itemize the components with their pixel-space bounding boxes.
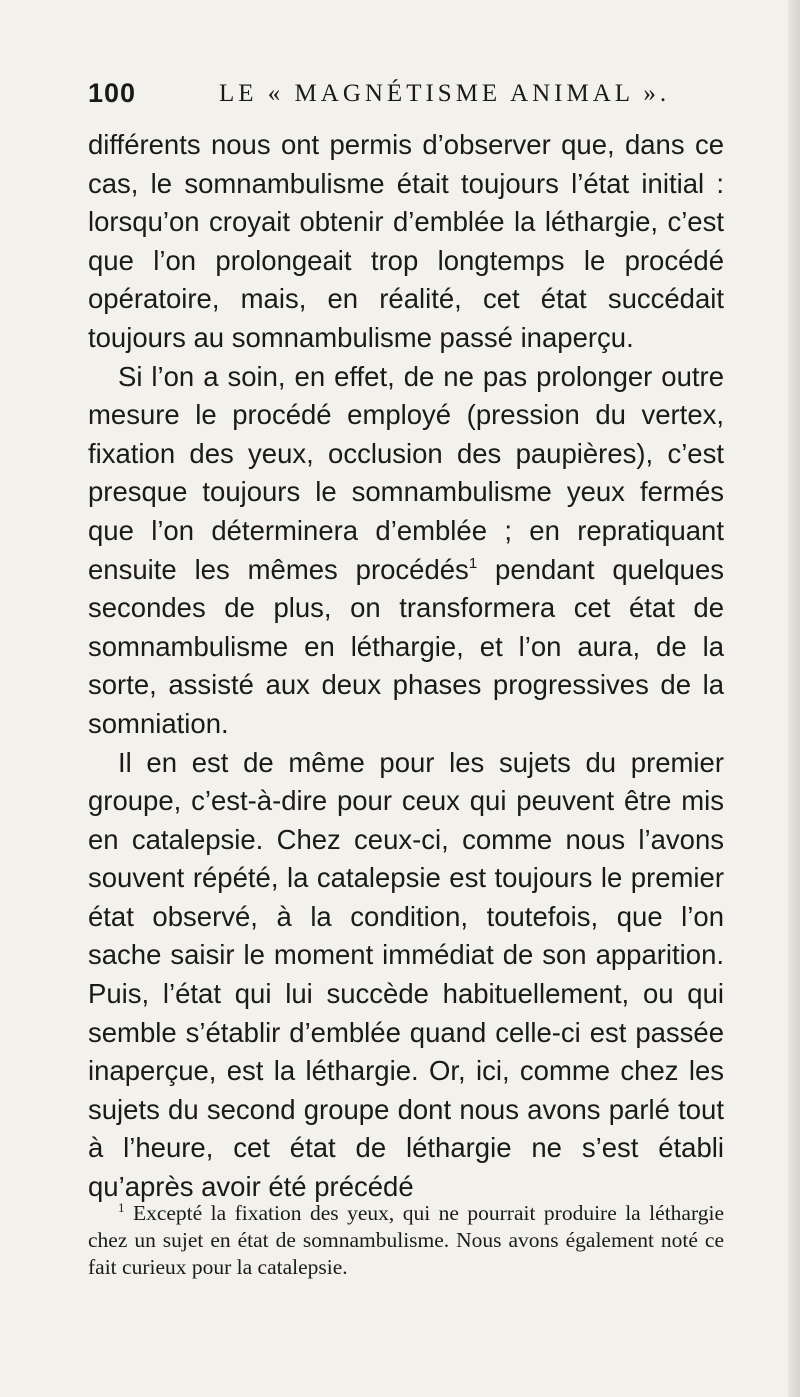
footnote-marker: 1 — [118, 1200, 125, 1215]
paragraph-1: différents nous ont permis d’observer que, dans ce cas, le somnambulisme était toujours l’état initial : lorsqu’on croyait obtenir d’emblée la léthargie, c’est que l’on prolongeait trop longtemps le procédé opératoire, mais, en réalité, cet état succédait toujours au somnambulisme passé inaperçu. — [88, 129, 724, 353]
paragraph-2 — [88, 358, 724, 744]
paragraph-3: Il en est de même pour les sujets du premier groupe, c’est-à-dire pour ceux qui peuvent être mis en catalepsie. Chez ceux-ci, comme nous l’avons souvent répété, la catalepsie est toujours le premier état observé, à la condition, toutefois, que l’on sache saisir le moment immédiat de son apparition. Puis, l’état qui lui succède habituellement, ou qui semble s’établir d’emblée quand celle-ci est passée inaperçue, est la léthargie. Or, ici, comme chez les sujets du second groupe dont nous avons parlé tout à l’heure, cet état de léthargie ne s’est établi qu’après avoir été précédé — [88, 746, 724, 1203]
page-edge — [788, 0, 800, 1397]
body-text — [88, 126, 724, 1207]
footnote-reference: 1 — [468, 554, 478, 572]
page-header — [88, 78, 728, 118]
paragraph-2-continuation: pendant quelques secondes de plus, on transformera cet état de somnambulisme en léthargie, et l’on aura, de la sorte, assisté aux deux phases progressives de la somniation. — [88, 553, 724, 739]
page-number: 100 — [88, 78, 137, 108]
footnote — [88, 1200, 724, 1281]
running-title: LE « MAGNÉTISME ANIMAL ». — [219, 80, 671, 107]
footnote-text: Excepté la fixation des yeux, qui ne pourrait produire la léthargie chez un sujet en état de somnambulisme. Nous avons également noté ce fait curieux pour la catalepsie. — [88, 1201, 724, 1279]
paragraph-2-text: Si l’on a soin, en effet, de ne pas prolonger outre mesure le procédé employé (pression du vertex, fixation des yeux, occlusion des paupières), c’est presque toujours le somnambulisme yeux fermés que l’on déterminera d’emblée ; en repratiquant ensuite les mêmes procédés — [88, 360, 724, 585]
